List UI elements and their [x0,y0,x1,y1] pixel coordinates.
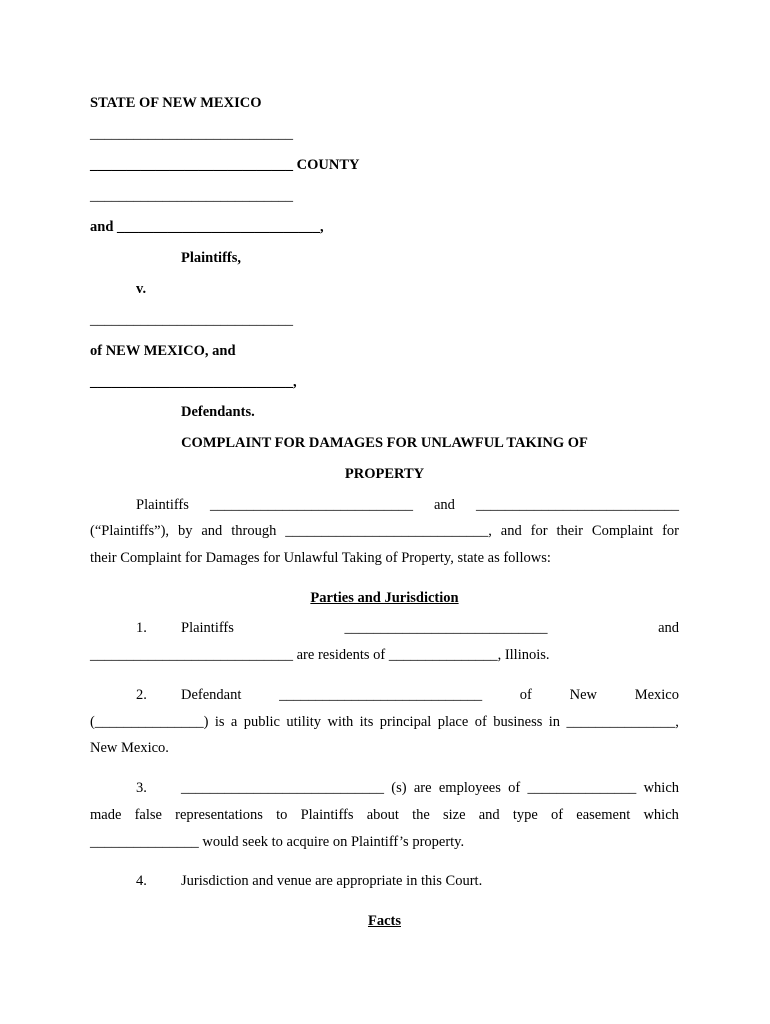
text-word: of [519,687,532,703]
text-word: in [548,714,561,730]
text-word: Complaint [591,523,654,539]
p3-line-1 [181,779,679,797]
text-word: Mexico [634,687,679,703]
text-word: easement [576,807,631,823]
text-word: ____________________________ [209,497,413,513]
text-word: are [413,780,432,796]
text-word: made [90,807,122,823]
and-line: and ____________________________, [90,219,324,235]
text-word: which [643,780,679,796]
blank-line: ____________________________ [90,188,293,204]
intro-line-1 [136,496,679,514]
text-word: ____________________________ [181,780,384,796]
text-word: to [276,807,288,823]
text-word: and [500,523,522,539]
text-word: _______________, [566,714,679,730]
text-word: their [556,523,584,539]
text-word: _______________ [527,780,637,796]
blank-line: ____________________________ [90,312,293,328]
text-word: which [643,807,679,823]
text-word: of [474,714,487,730]
text-word: employees [438,780,501,796]
text-word: Plaintiffs [300,807,354,823]
p2-line-3: New Mexico. [90,740,169,756]
p3-line-2 [90,806,679,824]
text-word: representations [175,807,263,823]
text-word: Plaintiffs [181,620,234,636]
text-word: about [366,807,399,823]
text-word: public [243,714,280,730]
of-new-mexico-line: of NEW MEXICO, and [90,343,236,359]
text-word: its [359,714,374,730]
text-word: Plaintiffs [136,497,189,513]
text-word: business [493,714,543,730]
text-word: is [214,714,225,730]
text-word: New [569,687,597,703]
text-word: with [327,714,354,730]
section-heading-facts: Facts [367,913,401,929]
text-word: and [434,497,455,513]
p1-line-2: ____________________________ are residents of _______________, Illinois. [90,647,550,663]
text-word: utility [286,714,322,730]
p3-line-3: _______________ would seek to acquire on Plaintiff’s property. [90,834,465,850]
p2-line-2 [90,713,679,731]
section-heading-parties: Parties and Jurisdiction [310,590,459,606]
text-word: false [134,807,162,823]
text-word: for [530,523,548,539]
county-line: ____________________________ COUNTY [90,157,360,173]
text-word: for [662,523,679,539]
text-word: ____________________________ [475,497,679,513]
text-word: principal [379,714,432,730]
text-word: ____________________________ [279,687,483,703]
text-word: ____________________________ [344,620,548,636]
p1-line-1 [181,619,679,637]
intro-line-3: their Complaint for Damages for Unlawful Taking of Property, state as follows: [90,550,551,566]
text-word: size [443,807,466,823]
text-word: Defendant [181,687,242,703]
defendants-label: Defendants. [181,404,255,420]
text-word: ____________________________, [285,523,492,539]
text-word: of [551,807,564,823]
text-word: a [230,714,238,730]
text-word: by [177,523,193,539]
versus-label: v. [136,281,147,297]
text-word: place [437,714,469,730]
paragraph-number: 4. [136,873,147,889]
text-word: (“Plaintiffs”), [90,523,170,539]
text-word: the [412,807,430,823]
paragraph-number: 1. [136,620,147,636]
state-heading: STATE OF NEW MEXICO [90,95,262,111]
text-word: through [231,523,277,539]
document-title-line1: COMPLAINT FOR DAMAGES FOR UNLAWFUL TAKING OF [181,435,588,451]
blank-line: ____________________________ [90,126,293,142]
text-word: type [512,807,538,823]
text-word: (s) [391,780,407,796]
intro-line-2 [90,522,679,540]
text-word: and [478,807,500,823]
document-title-line2: PROPERTY [344,466,425,482]
text-word: of [508,780,521,796]
paragraph-number: 3. [136,780,147,796]
text-word: and [201,523,223,539]
p4-text: Jurisdiction and venue are appropriate in this Court. [181,873,483,889]
text-word: (_______________) [90,714,209,730]
text-word: and [658,620,679,636]
paragraph-number: 2. [136,687,147,703]
plaintiffs-label: Plaintiffs, [181,250,242,266]
blank-line: ____________________________, [90,374,297,390]
p2-line-1 [181,686,679,704]
